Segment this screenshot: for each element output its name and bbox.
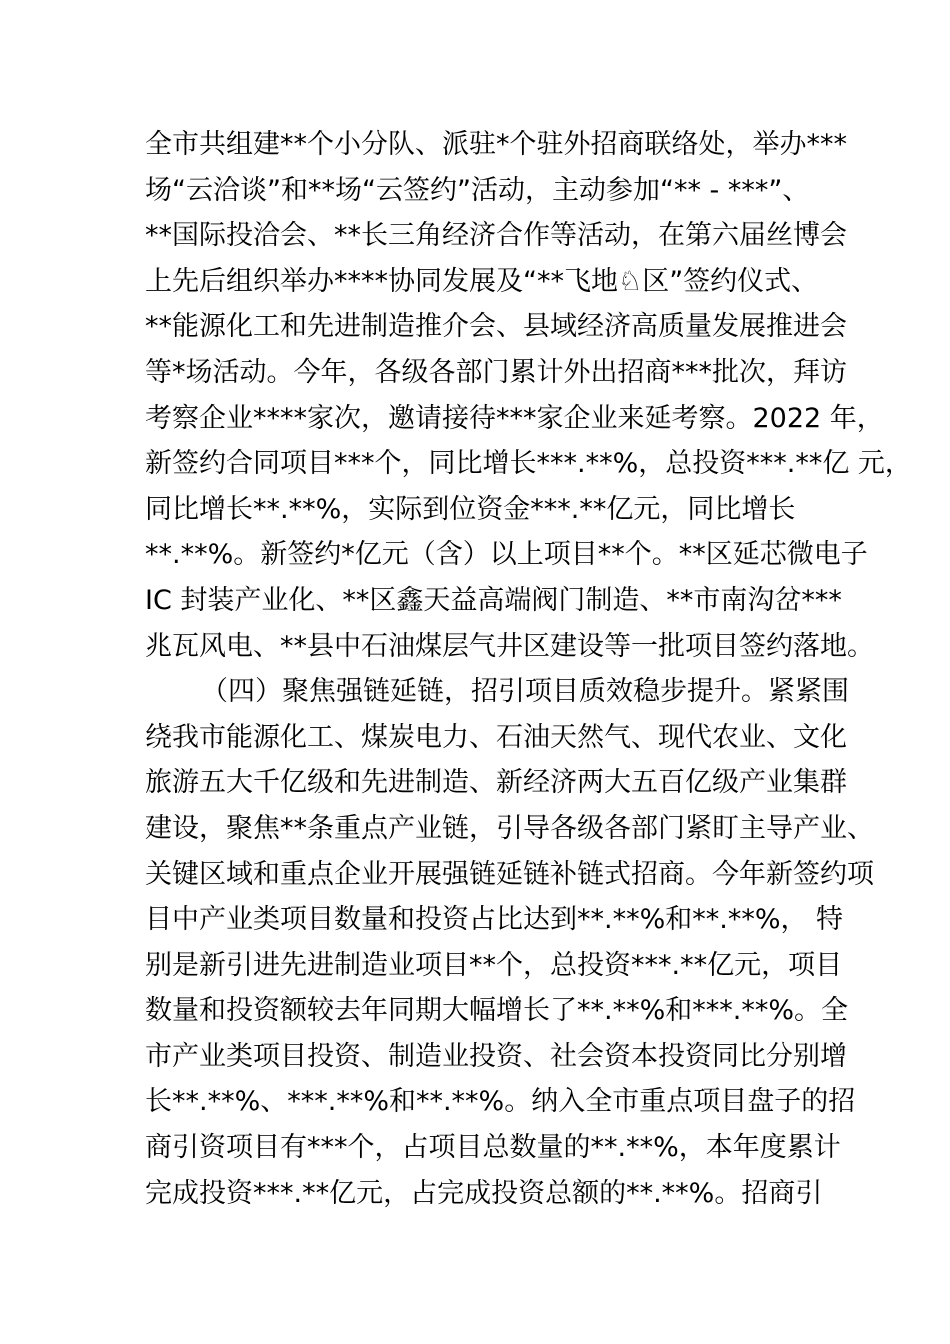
text-line: 市产业类项目投资、制造业投资、社会资本投资同比分别增 [145,1040,847,1072]
text-line: 旅游五大千亿级和先进制造、新经济两大五百亿级产业集群 [145,767,847,799]
text-line: 长**.**%、***.**%和**.**%。纳入全市重点项目盘子的招 [145,1086,856,1118]
text-line: 数量和投资额较去年同期大幅增长了**.**%和***.**%。全 [145,995,848,1027]
text-line: IC 封装产业化、**区鑫天益高端阀门制造、**市南沟岔*** [145,584,842,616]
text-line: 同比增长**.**%，实际到位资金***.**亿元，同比增长 [145,493,796,525]
text-line: 别是新引进先进制造业项目**个，总投资***.**亿元，项目 [145,949,843,981]
text-line: **国际投洽会、**长三角经济合作等活动，在第六届丝博会 [145,220,847,252]
text-line: 新签约合同项目***个，同比增长***.**%，总投资***.**亿 元， [145,448,912,480]
text-line: 考察企业****家次，邀请接待***家企业来延考察。2022 年， [145,402,884,434]
text-line: 绕我市能源化工、煤炭电力、石油天然气、现代农业、文化 [145,721,847,753]
text-line: **.**%。新签约*亿元（含）以上项目**个。**区延芯微电子 [145,539,868,571]
section-heading-line: （四）聚焦强链延链，招引项目质效稳步提升。紧紧围 [201,676,849,708]
text-line: 目中产业类项目数量和投资占比达到**.**%和**.**%， 特 [145,904,844,936]
body-text [145,122,912,1216]
text-line: **能源化工和先进制造推介会、县域经济高质量发展推进会 [145,311,847,343]
text-line: 等*场活动。今年，各级各部门累计外出招商***批次，拜访 [145,356,847,388]
text-line: 场“云洽谈”和**场“云签约”活动，主动参加“** - ***”、 [145,174,810,206]
text-line: 商引资项目有***个，占项目总数量的**.**%，本年度累计 [145,1132,841,1164]
text-line: 上先后组织举办****协同发展及“**飞地♘区”签约仪式、 [145,265,819,297]
text-line: 完成投资***.**亿元，占完成投资总额的**.**%。招商引 [145,1177,823,1209]
text-line: 兆瓦风电、**县中石油煤层气井区建设等一批项目签约落地。 [145,630,874,662]
text-line: 关键区域和重点企业开展强链延链补链式招商。今年新签约项 [145,858,874,890]
text-line: 全市共组建**个小分队、派驻*个驻外招商联络处，举办*** [145,129,847,160]
text-line: 建设，聚焦**条重点产业链，引导各级各部门紧盯主导产业、 [145,812,874,844]
